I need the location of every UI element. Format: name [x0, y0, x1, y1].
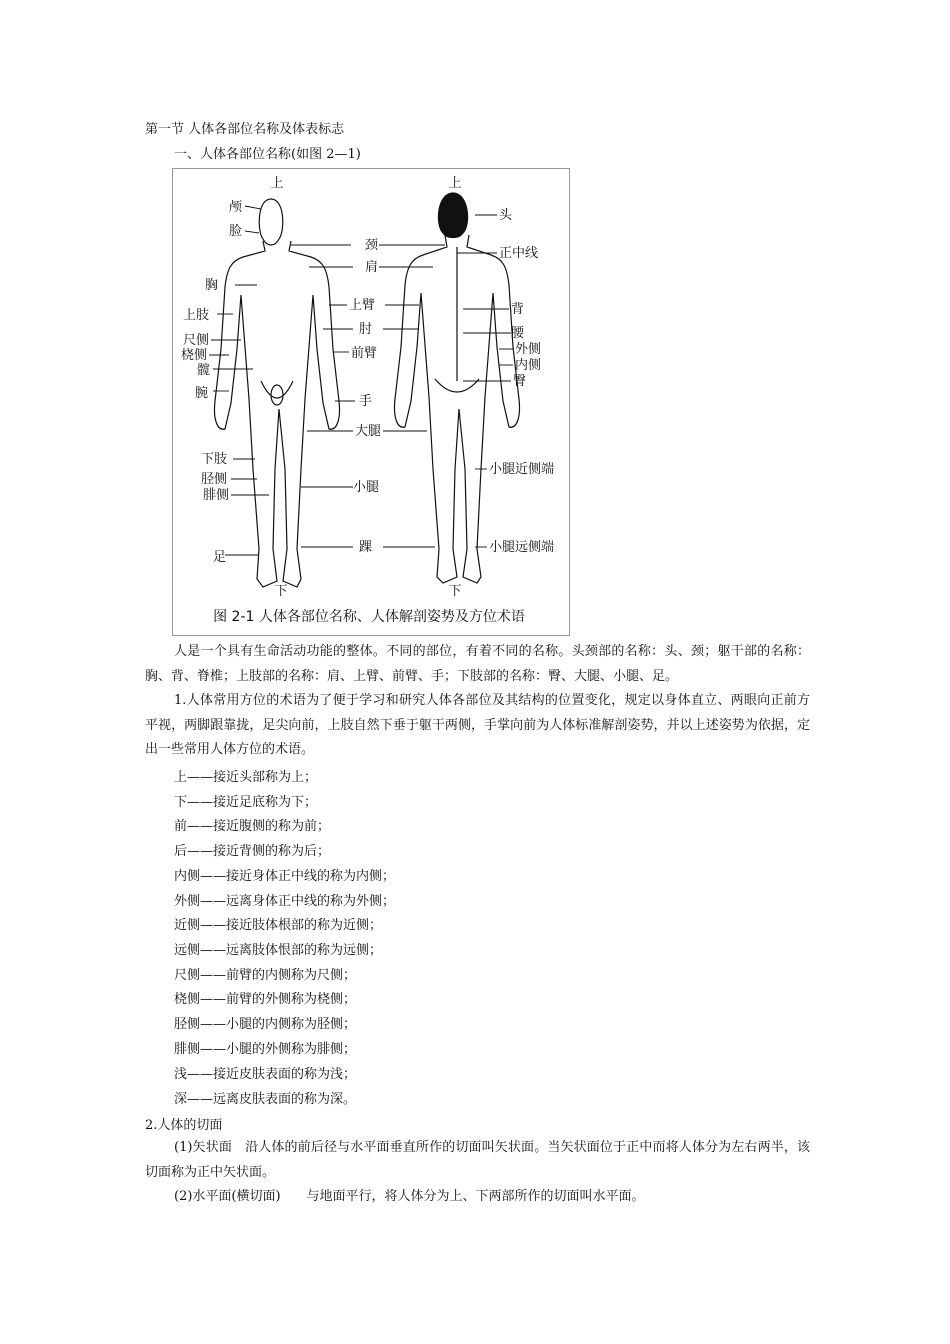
term-item: 尺侧——前臂的内侧称为尺侧；: [174, 968, 357, 983]
figure-label: 尺侧: [183, 333, 210, 348]
figure-label: 小腿远侧端: [489, 540, 555, 555]
figure-label: 腰: [511, 326, 525, 341]
leader-lines: [209, 206, 513, 555]
term-item: 后——接近背侧的称为后；: [174, 844, 331, 859]
figure-label: 正中线: [499, 246, 539, 261]
front-body: [214, 199, 339, 587]
term-item: 内侧——接近身体正中线的称为内侧；: [174, 869, 396, 884]
figure-label: 小腿: [353, 480, 380, 495]
figure-label: 肩: [365, 260, 379, 275]
term-item: 浅——接近皮肤表面的称为浅；: [174, 1067, 357, 1082]
figure-label: 背: [511, 302, 525, 317]
figure-label: 足: [213, 550, 227, 565]
figure-label: 胫侧: [201, 472, 228, 487]
figure-label: 上: [270, 176, 284, 191]
term-item: 远侧——远离肢体恨部的称为远侧；: [174, 943, 383, 958]
term-item: 桡侧——前臂的外侧称为桡侧；: [174, 992, 357, 1007]
figure-label: 肘: [359, 322, 373, 337]
figure-label: 下: [448, 584, 462, 599]
term-paragraph: 1.人体常用方位的术语为了便于学习和研究人体各部位及其结构的位置变化，规定以身体直立、两眼向正前方平视，两脚跟靠拢，足尖向前，上肢自然下垂于躯干两侧，手掌向前为人体标准解剖姿势，并以上述姿势为依据，定出一些常用人体方位的术语。: [145, 693, 810, 757]
term-item: 腓侧——小腿的外侧称为腓侧；: [174, 1042, 357, 1057]
figure-label: 上: [448, 176, 462, 191]
figure-label: 脸: [229, 224, 243, 239]
intro-paragraph: 人是一个具有生命活动功能的整体。不同的部位，有着不同的名称。头颈部的名称：头、颈；躯干部的名称：胸、背、脊椎；上肢部的名称：肩、上臂、前臂、手；下肢部的名称：臀、大腿、小腿、足。: [145, 644, 810, 684]
figure-label: 下肢: [201, 452, 228, 467]
term-item: 深——远离皮肤表面的称为深。: [174, 1092, 357, 1107]
figure-label: 胸: [205, 278, 219, 293]
figure-label: 上臂: [349, 298, 376, 313]
term-item: 下——接近足底称为下；: [174, 795, 318, 810]
figure-label: 臀: [513, 374, 527, 389]
figure-label: 图 2-1 人体各部位名称、人体解剖姿势及方位术语: [213, 609, 525, 625]
section-title: 第一节 人体各部位名称及体表标志: [145, 122, 345, 137]
figure-label: 下: [274, 584, 288, 599]
figure-label: 腕: [195, 386, 209, 401]
figure-label: 头: [499, 208, 513, 223]
term-item: 上——接近头部称为上；: [174, 770, 318, 785]
term-item: 胫侧——小腿的内侧称为胫侧；: [174, 1017, 357, 1032]
term-item: 前——接近腹侧的称为前；: [174, 819, 331, 834]
horizontal-paragraph: (2)水平面(横切面) 与地面平行，将人体分为上、下两部所作的切面叫水平面。: [174, 1189, 645, 1204]
figure-label: 踝: [359, 540, 373, 555]
figure-label: 颈: [365, 238, 379, 253]
anatomy-figure-svg: [173, 169, 569, 635]
figure-label: 前臂: [351, 346, 378, 361]
figure-label: 腓侧: [203, 488, 230, 503]
figure-label: 上肢: [183, 308, 210, 323]
figure-label: 手: [359, 394, 373, 409]
section2-title: 2.人体的切面: [145, 1118, 223, 1133]
figure-label: 桡侧: [181, 348, 208, 363]
term-item: 外侧——远离身体正中线的称为外侧；: [174, 894, 396, 909]
term-item: 近侧——接近肢体根部的称为近侧；: [174, 918, 383, 933]
figure-label: 大腿: [355, 424, 382, 439]
figure-label: 髋: [197, 363, 211, 378]
figure-label: 内侧: [515, 358, 542, 373]
figure-label: 颅: [229, 200, 243, 215]
subsection-title: 一、人体各部位名称(如图 2—1): [174, 147, 361, 162]
anatomy-figure: [172, 168, 570, 636]
sagittal-paragraph: (1)矢状面 沿人体的前后径与水平面垂直所作的切面叫矢状面。当矢状面位于正中而将人体分为左右两半，该切面称为正中矢状面。: [145, 1140, 810, 1180]
figure-label: 小腿近侧端: [489, 462, 555, 477]
figure-label: 外侧: [515, 342, 542, 357]
